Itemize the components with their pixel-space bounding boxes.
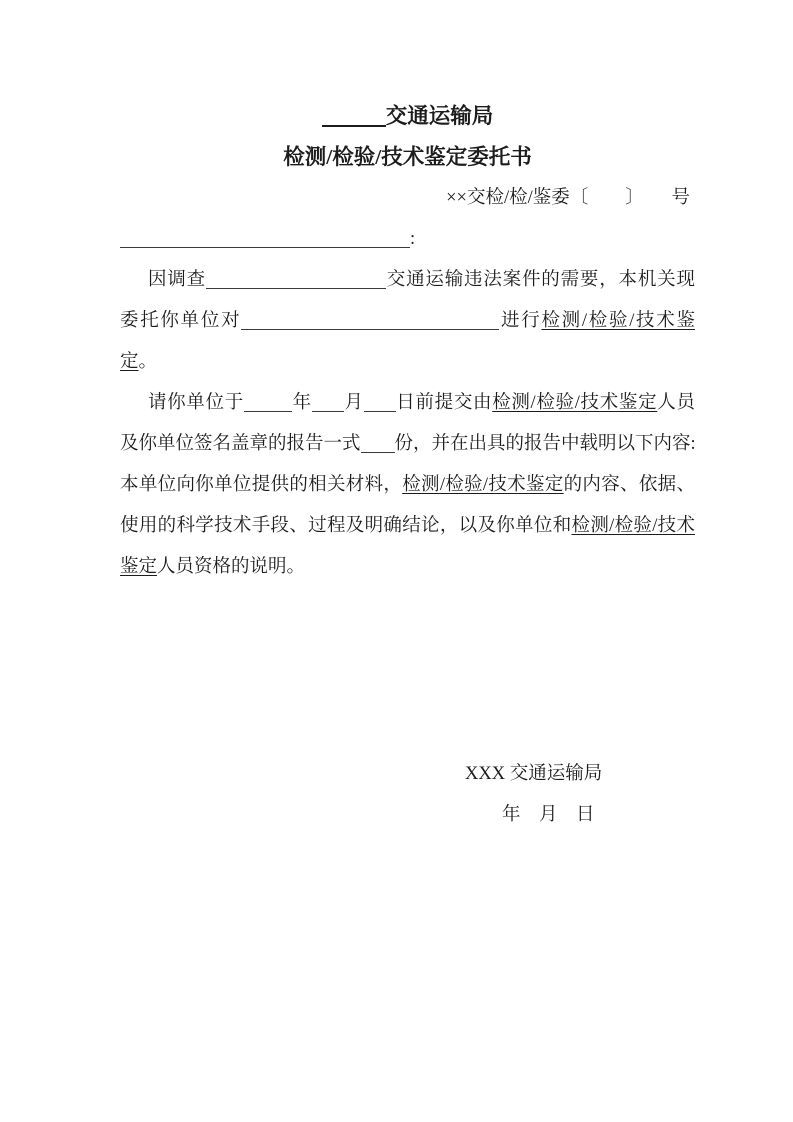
body-paragraphs [120,260,695,588]
signature-date: 年 月 日 [502,805,595,825]
signature-block [120,754,695,836]
body-line [120,260,695,301]
text-run: 及你单位签名盖章的报告一式 [120,434,361,454]
text-run: 人员 [657,393,695,413]
document-content [120,0,695,836]
text-run: 交通运输违法案件的需要，本机关现 [385,270,695,290]
underlined-text: 检测/检验/技术 [571,516,695,536]
text-run: 交通运输局 [385,104,494,128]
text-run: 请你单位于 [148,393,244,413]
blank-fill-field [244,392,292,412]
text-run: 进行 [499,311,542,331]
text-run: 年 [291,393,312,413]
body-line [120,547,695,588]
body-line [120,342,695,383]
underlined-text: 鉴定 [120,557,158,577]
underlined-text: 检测/检验/技术鉴定 [402,475,564,495]
document-subtitle: 检测/检验/技术鉴定委托书 [283,145,532,169]
text-run: : [410,229,416,249]
body-line [120,424,695,465]
text-run: 使用的科学技术手段、过程及明确结论，以及你单位和 [120,516,572,536]
addressee-line [120,219,695,260]
text-run: 人员资格的说明。 [157,557,306,577]
document-title [120,96,695,137]
body-line [120,383,695,424]
text-run: 份，并在出具的报告中载明以下内容: [394,434,696,454]
blank-fill-field [206,269,386,289]
blank-fill-field [364,392,396,412]
underlined-text: 检测/检验/技术鉴定 [492,393,658,413]
text-run: 月 [343,393,364,413]
text-run: 。 [138,352,158,372]
body-line [120,506,695,547]
blank-fill-field [312,392,344,412]
blank-fill-field [241,310,499,330]
text-run: 委托你单位对 [120,311,242,331]
text-run: 的内容、依据、 [563,475,695,495]
blank-fill-field [322,103,386,127]
text-run: 日前提交由 [395,393,493,413]
doc-number-line: ××交检/检/鉴委〔 〕 号 [446,188,690,208]
text-run: 本单位向你单位提供的相关材料， [120,475,403,495]
body-line [120,301,695,342]
underlined-text: 检测/检验/技术鉴 [541,311,695,331]
blank-fill-field [361,433,395,453]
blank-fill-field [120,228,410,248]
text-run: 因调查 [148,270,206,290]
underlined-text: 定 [120,352,139,372]
signature-org: XXX 交通运输局 [465,764,603,784]
body-line [120,465,695,506]
